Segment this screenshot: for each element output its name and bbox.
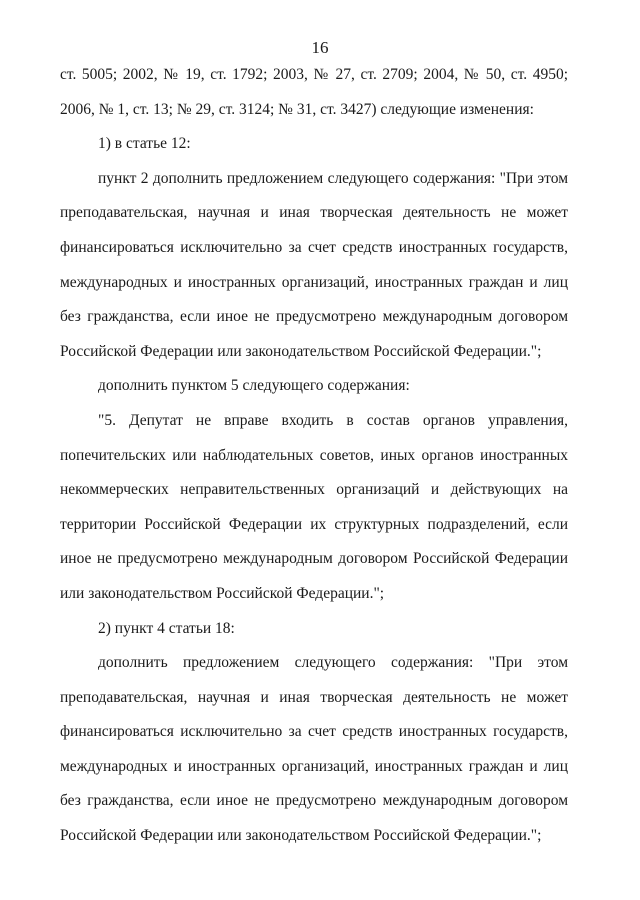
- paragraph-item-2-heading: 2) пункт 4 статьи 18:: [98, 619, 235, 637]
- paragraph-point-5-text: "5. Депутат не вправе входить в состав органов управления, попечительских или наблюдательных советов, иных органов иностранных некоммерческих неправительственных организаций и действующих на территории Российской Федерации их структурных подразделений, если иное не предусмотрено международным договором Российской Федерации или законодательством Российской Федерации.";: [60, 411, 568, 602]
- paragraph-item-1-add-point-5: дополнить пунктом 5 следующего содержания:: [98, 377, 410, 395]
- paragraph-item-1-heading: 1) в статье 12:: [98, 135, 191, 153]
- paragraph-continuation: ст. 5005; 2002, № 19, ст. 1792; 2003, № 27, ст. 2709; 2004, № 50, ст. 4950; 2006, № 1, ст. 13; № 29, ст. 3124; № 31, ст. 3427) следующие изменения:: [60, 66, 568, 118]
- paragraph-item-2-addition: дополнить предложением следующего содержания: "При этом преподавательская, научная и иная творческая деятельность не может финансироваться исключительно за счет средств иностранных государств, международных и иностранных организаций, иностранных граждан и лиц без гражданства, если иное не предусмотрено международным договором Российской Федерации или законодательством Российской Федерации.";: [60, 654, 568, 845]
- document-body: [60, 58, 568, 854]
- paragraph-item-1-point-2: пункт 2 дополнить предложением следующего содержания: "При этом преподавательская, научная и иная творческая деятельность не может финансироваться исключительно за счет средств иностранных государств, международных и иностранных организаций, иностранных граждан и лиц без гражданства, если иное не предусмотрено международным договором Российской Федерации или законодательством Российской Федерации.";: [60, 169, 568, 360]
- page-number: 16: [311, 38, 329, 57]
